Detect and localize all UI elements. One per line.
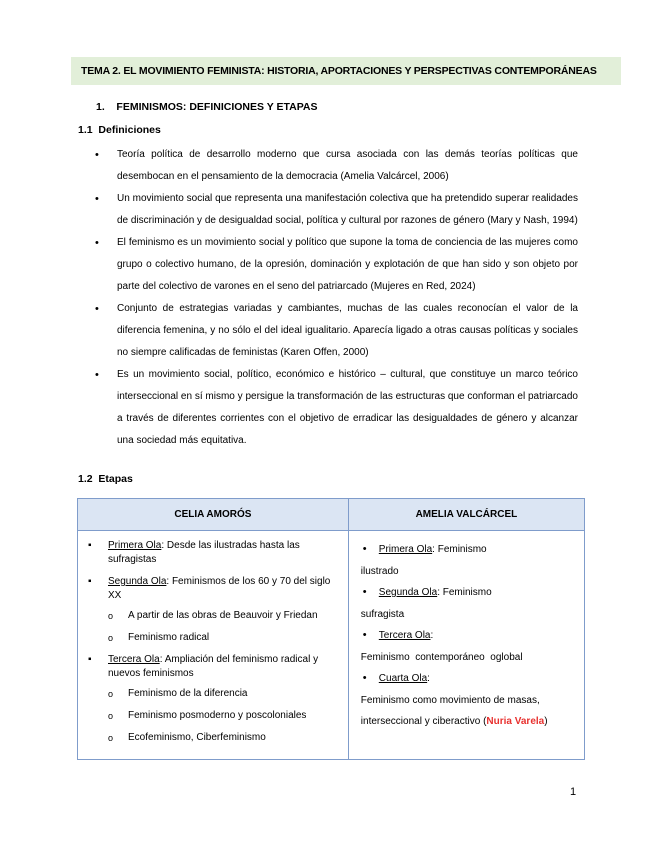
definition-item: • El feminismo es un movimiento social y político que supone la toma de conciencia de las mujeres como grupo o colectivo humano, de la opresión, dominación y explotación de que han sido y son objeto por parte del colectivo de varones en el seno del patriarcado (Mujeres en Red, 2024) bbox=[95, 232, 578, 298]
amoros-cell bbox=[78, 531, 349, 760]
document-title: TEMA 2. EL MOVIMIENTO FEMINISTA: HISTORIA, APORTACIONES Y PERSPECTIVAS CONTEMPORÁNEAS bbox=[71, 57, 621, 85]
wave-label: Primera Ola bbox=[378, 544, 433, 555]
amoros-wave-1 bbox=[108, 539, 342, 567]
amoros-wave-2-sublist bbox=[108, 609, 342, 645]
definition-item: • Un movimiento social que representa una manifestación colectiva que ha pretendido superar realidades de discriminación y de desigualdad social, política y cultural por razones de género (Mary y Nash, 1994) bbox=[95, 188, 578, 232]
amoros-waves-list bbox=[78, 531, 348, 759]
wave-label: Segunda Ola bbox=[108, 576, 167, 587]
definition-item: • Conjunto de estrategias variadas y cambiantes, muchas de las cuales reconocían el valor de la diferencia femenina, y no sólo el del ideal igualitario. Aparecía ligado a otras causas políticas y sociales no siempre calificadas de feministas (Karen Offen, 2000) bbox=[95, 298, 578, 364]
stages-table bbox=[77, 498, 585, 760]
valcarcel-waves bbox=[349, 531, 584, 739]
page-number: 1 bbox=[570, 786, 577, 798]
definition-item: • Teoría política de desarrollo moderno que cursa asociada con las demás teorías políticas que desembocan en el pensamiento de la democracia (Amelia Valcárcel, 2006) bbox=[95, 144, 578, 188]
valcarcel-wave-4 bbox=[361, 668, 576, 690]
column-header-valcarcel: AMELIA VALCÁRCEL bbox=[348, 499, 584, 531]
subsection-stages-heading: 1.2 Etapas bbox=[78, 473, 133, 485]
wave-text: : Feminismo bbox=[437, 587, 492, 598]
wave-label: Primera Ola bbox=[108, 540, 162, 551]
section-heading: 1. FEMINISMOS: DEFINICIONES Y ETAPAS bbox=[96, 101, 318, 113]
highlighted-author: Nuria Varela bbox=[486, 716, 545, 727]
definitions-list bbox=[95, 144, 578, 452]
amoros-wave-3 bbox=[108, 653, 342, 745]
definition-item: • Es un movimiento social, político, económico e histórico – cultural, que constituye un marco teórico interseccional en sí mismo y persigue la transformación de las estructuras que conforman el patriarcado a través de diferentes corrientes con el objetivo de erradicar las desigualdades de género y alcanzar una sociedad más equitativa. bbox=[95, 364, 578, 452]
wave-continuation bbox=[361, 711, 576, 733]
wave-text: : bbox=[427, 673, 430, 684]
wave-text: : Desde las ilustradas hasta las sufragistas bbox=[108, 540, 300, 565]
wave-text: : Feminismos de los 60 y 70 del siglo XX bbox=[108, 576, 331, 601]
wave-continuation: ilustrado bbox=[360, 565, 399, 577]
wave-text: : Feminismo bbox=[432, 544, 487, 555]
subsection-definitions-heading: 1.1 Definiciones bbox=[78, 124, 161, 136]
valcarcel-wave-3 bbox=[361, 625, 576, 647]
amoros-wave-2 bbox=[108, 575, 342, 645]
wave-label: Tercera Ola bbox=[108, 654, 160, 665]
amoros-wave-3-sublist bbox=[108, 687, 342, 745]
wave-text: : bbox=[430, 630, 434, 641]
wave-continuation: Feminismo contemporáneo oglobal bbox=[360, 651, 523, 663]
wave-text: : Ampliación del feminismo radical y nuevos feminismos bbox=[108, 654, 319, 679]
sub-item: o Feminismo de la diferencia bbox=[108, 687, 342, 701]
table-header-row bbox=[78, 499, 585, 531]
sub-item: o A partir de las obras de Beauvoir y Friedan bbox=[108, 609, 342, 623]
wave-label: Cuarta Ola bbox=[378, 673, 428, 684]
wave-label: Tercera Ola bbox=[378, 630, 431, 641]
wave-text: ) bbox=[544, 716, 548, 727]
valcarcel-cell bbox=[348, 531, 584, 760]
wave-continuation: sufragista bbox=[360, 608, 405, 620]
column-header-amoros: CELIA AMORÓS bbox=[78, 499, 349, 531]
sub-item: o Feminismo radical bbox=[108, 631, 342, 645]
table-row bbox=[78, 531, 585, 760]
sub-item: o Feminismo posmoderno y poscoloniales bbox=[108, 709, 342, 723]
valcarcel-wave-2 bbox=[361, 582, 576, 604]
wave-text: interseccional y ciberactivo ( bbox=[360, 716, 487, 727]
wave-label: Segunda Ola bbox=[378, 587, 438, 598]
valcarcel-wave-1 bbox=[361, 539, 576, 561]
wave-continuation: Feminismo como movimiento de masas, bbox=[360, 694, 540, 706]
sub-item: o Ecofeminismo, Ciberfeminismo bbox=[108, 731, 342, 745]
